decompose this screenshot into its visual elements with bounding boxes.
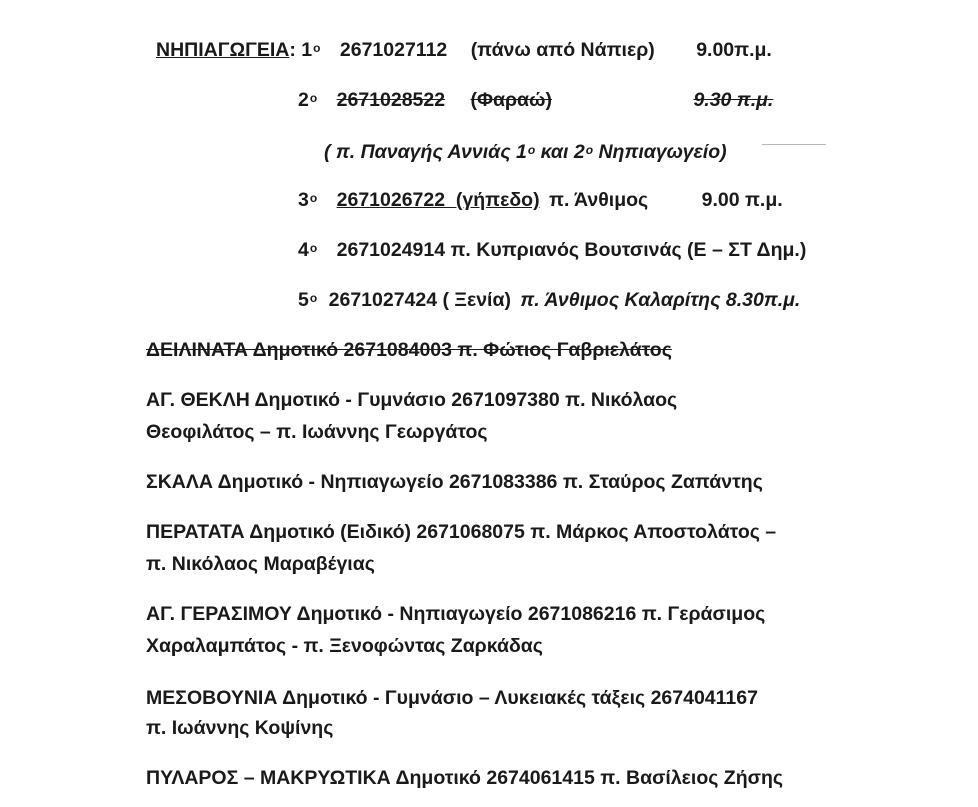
kindergarten-row-3: $3^o$ 2671026722 (γήπεδο) π. Άνθιμος 9.00 π.μ. bbox=[298, 189, 783, 211]
phone-number: 2671024914 bbox=[336, 239, 446, 261]
location-note: (γήπεδο) bbox=[455, 189, 540, 211]
location-note: (πάνω από Νάπιερ) bbox=[470, 39, 655, 61]
kindergarten-row-5: $5^o$ 2671027424 ( Ξενία) π. Άνθιμος Καλαρίτης 8.30π.μ. bbox=[298, 289, 801, 311]
school-entry-ag-gerasimou-line1: ΑΓ. ΓΕΡΑΣΙΜΟΥ Δημοτικό - Νηπιαγωγείο 2671086216 π. Γεράσιμος bbox=[146, 603, 766, 625]
phone-number: 2671027424 bbox=[328, 289, 438, 311]
school-entry-skala: ΣΚΑΛΑ Δημοτικό - Νηπιαγωγείο 2671083386 π. Σταύρος Ζαπάντης bbox=[146, 471, 763, 493]
school-entry-peratata-line2: π. Νικόλαος Μαραβέγιας bbox=[146, 553, 375, 575]
entry-details: π. Άνθιμος Καλαρίτης 8.30π.μ. bbox=[520, 289, 801, 311]
location-note: (Φαραώ) bbox=[470, 89, 553, 111]
school-entry-deilinata: ΔΕΙΛΙΝΑΤΑ Δημοτικό 2671084003 π. Φώτιος Γαβριελάτος bbox=[146, 339, 672, 361]
entry-number: 2 bbox=[298, 89, 309, 111]
time: 9.00 π.μ. bbox=[701, 189, 783, 211]
school-entry-ag-thekli-line1: ΑΓ. ΘΕΚΛΗ Δημοτικό - Γυμνάσιο 2671097380 π. Νικόλαος bbox=[146, 389, 678, 411]
kindergarten-row-2: $2^o$ 2671028522 (Φαραώ) 9.30 π.μ. bbox=[298, 89, 774, 111]
phone-number: 2671027112 bbox=[339, 39, 448, 61]
school-entry-peratata-line1: ΠΕΡΑΤΑΤΑ Δημοτικό (Ειδικό) 2671068075 π. Μάρκος Αποστολάτος – bbox=[146, 521, 777, 543]
entry-number: 1 bbox=[301, 39, 313, 61]
location-note: ( Ξενία) bbox=[442, 289, 511, 311]
phone-number: 2671026722 bbox=[336, 189, 446, 211]
school-entry-ag-gerasimou-line2: Χαραλαμπάτος - π. Ξενοφώντας Ζαρκάδας bbox=[146, 635, 543, 657]
kindergartens-heading: ΝΗΠΙΑΓΩΓΕΙΑ bbox=[156, 39, 290, 61]
priest-name: π. Άνθιμος bbox=[549, 189, 649, 211]
time: 9.30 π.μ. bbox=[693, 89, 774, 111]
entry-number: 4 bbox=[298, 239, 309, 261]
kindergarten-row-1: ΝΗΠΙΑΓΩΓΕΙΑ: $1^o$ 2671027112 (πάνω από Νάπιερ) 9.00π.μ. bbox=[156, 39, 772, 61]
school-entry-pylaros: ΠΥΛΑΡΟΣ – ΜΑΚΡΥΩΤΙΚΑ Δημοτικό 2674061415 π. Βασίλειος Ζήσης bbox=[146, 767, 784, 789]
kindergarten-parenthetical: ( π. Παναγής Αννιάς $1^o$ και $2^o$ Νηπιαγωγείο) bbox=[324, 141, 727, 163]
school-entry-ag-thekli-line2: Θεοφιλάτος – π. Ιωάννης Γεωργάτος bbox=[146, 421, 488, 443]
divider-line bbox=[762, 144, 826, 145]
kindergarten-row-4: $4^o$ 2671024914 π. Κυπριανός Βουτσινάς (Ε – ΣΤ Δημ.) bbox=[298, 239, 807, 261]
school-entry-mesovounia-line1: ΜΕΣΟΒΟΥΝΙΑ Δημοτικό - Γυμνάσιο – Λυκειακές τάξεις 2674041167 bbox=[146, 687, 758, 709]
school-entry-mesovounia-line2: π. Ιωάννης Κοψίνης bbox=[146, 717, 334, 739]
time: 9.00π.μ. bbox=[696, 39, 772, 61]
phone-number: 2671028522 bbox=[336, 89, 446, 111]
entry-number: 5 bbox=[298, 289, 309, 311]
entry-details: π. Κυπριανός Βουτσινάς (Ε – ΣΤ Δημ.) bbox=[450, 239, 807, 261]
entry-number: 3 bbox=[298, 189, 309, 211]
